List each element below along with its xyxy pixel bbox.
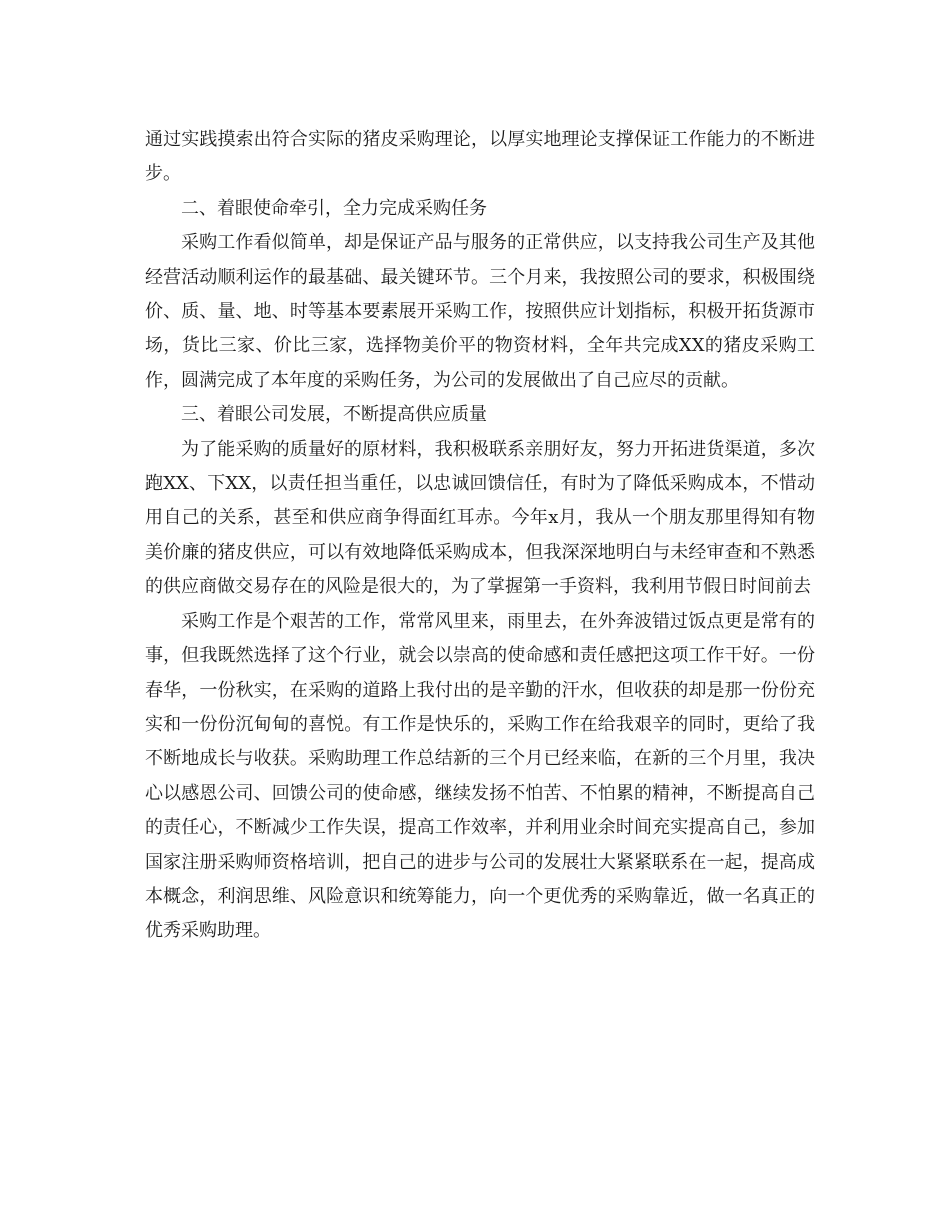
- section-heading-2: 二、着眼使命牵引，全力完成采购任务: [181, 197, 487, 219]
- paragraph-supply-quality: 为了能采购的质量好的原材料，我积极联系亲朋好友，努力开拓进货渠道，多次跑XX、下XX，以责任担当重任，以忠诚回馈信任，有时为了降低采购成本，不惜动用自己的关系，甚至和供应商争得面红耳赤。今年x月，我从一个朋友那里得知有物美价廉的猪皮供应，可以有效地降低采购成本，但我深深地明白与未经审查和不熟悉的供应商做交易存在的风险是很大的，为了掌握第一手资料，我利用节假日时间前去: [145, 438, 815, 598]
- section-heading-3: 三、着眼公司发展，不断提高供应质量: [181, 404, 487, 426]
- paragraph-continuation: 通过实践摸索出符合实际的猪皮采购理论，以厚实地理论支撑保证工作能力的不断进步。: [145, 129, 815, 185]
- document-body: [145, 123, 815, 949]
- paragraph-summary: 采购工作是个艰苦的工作，常常风里来，雨里去，在外奔波错过饭点更是常有的事，但我既然选择了这个行业，就会以崇高的使命感和责任感把这项工作干好。一份春华，一份秋实，在采购的道路上我付出的是辛勤的汗水，但收获的却是那一份份充实和一份份沉甸甸的喜悦。有工作是快乐的，采购工作在给我艰辛的同时，更给了我不断地成长与收获。采购助理工作总结新的三个月已经来临，在新的三个月里，我决心以感恩公司、回馈公司的使命感，继续发扬不怕苦、不怕累的精神，不断提高自己的责任心，不断减少工作失误，提高工作效率，并利用业余时间充实提高自己，参加国家注册采购师资格培训，把自己的进步与公司的发展壮大紧紧联系在一起，提高成本概念，利润思维、风险意识和统筹能力，向一个更优秀的采购靠近，做一名真正的优秀采购助理。: [145, 610, 815, 942]
- paragraph-procurement-tasks: 采购工作看似简单，却是保证产品与服务的正常供应，以支持我公司生产及其他经营活动顺利运作的最基础、最关键环节。三个月来，我按照公司的要求，积极围绕价、质、量、地、时等基本要素展开采购工作，按照供应计划指标，积极开拓货源市场，货比三家、价比三家，选择物美价平的物资材料，全年共完成XX的猪皮采购工作，圆满完成了本年度的采购任务，为公司的发展做出了自己应尽的贡献。: [145, 232, 815, 391]
